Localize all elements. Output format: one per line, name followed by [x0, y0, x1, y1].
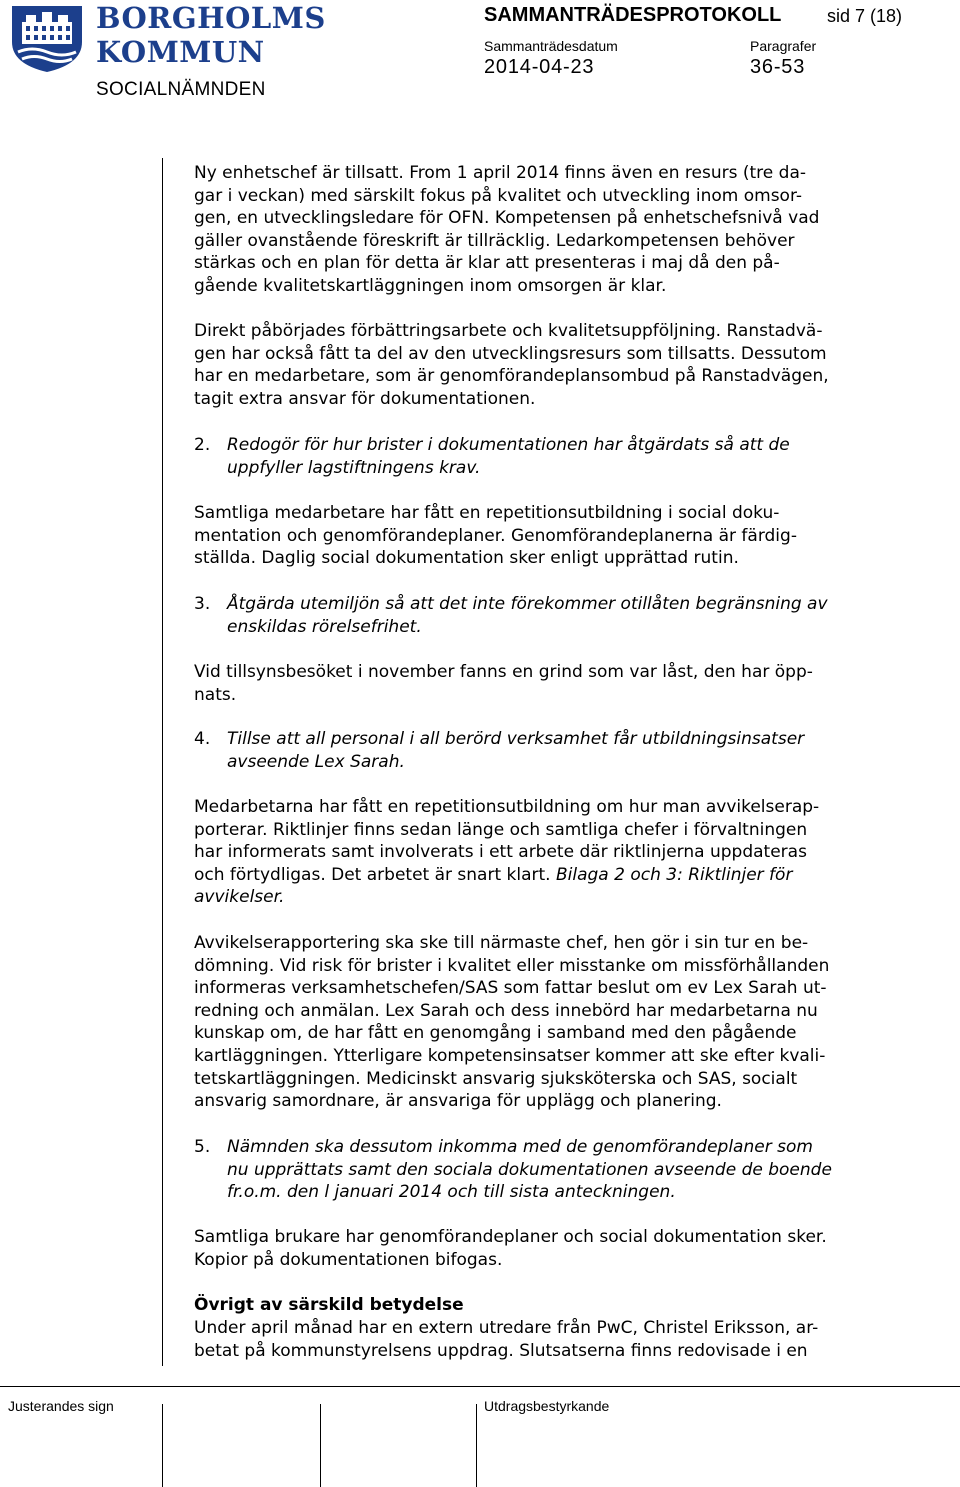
- page-number: sid 7 (18): [827, 6, 903, 26]
- paragraphs-label: Paragrafer: [750, 38, 817, 54]
- list-item-5: 5. Nämnden ska dessutom inkomma med de genomförandeplaner som nu upprättats samt den sociala dokumentationen avseende de boende fr.o.m. den l januari 2014 och till sista anteckningen.: [194, 1137, 832, 1203]
- document-type: SAMMANTRÄDESPROTOKOLL: [484, 4, 782, 26]
- org-name-line2: KOMMUN: [96, 35, 265, 69]
- paragraph-avvikelserapportering: Avvikelserapportering ska ske till närmaste chef, hen gör i sin tur en be- dömning. Vid risk för brister i kvalitet eller misstanke om missförhållanden informeras verksamhetschefen/SAS som fattar beslut om ev Lex Sarah ut- redning och anmälan. Lex Sarah och dess innebörd har medarbetarna nu kunskap om, de har fått en genomgång i samband med den pågående kartläggningen. Ytterligare kompetensinsatser kommer att ske efter kvali- tetskartläggningen. Medicinskt ansvarig sjuksköterska och SAS, socialt ansvarig samordnare, är ansvariga för upplägg och planering.: [194, 933, 830, 1112]
- footer-rule: [0, 1386, 960, 1387]
- left-margin-rule: [162, 158, 163, 1366]
- paragraph-tillsynsbesok: Vid tillsynsbesöket i november fanns en grind som var låst, den har öpp- nats.: [194, 662, 813, 705]
- utdragsbestyrkande-label: Utdragsbestyrkande: [484, 1398, 610, 1414]
- meeting-date-value: 2014-04-23: [484, 56, 595, 78]
- paragraph-brukare: Samtliga brukare har genomförandeplaner och social dokumentation sker. Kopior på dokumentationen bifogas.: [194, 1227, 827, 1270]
- paragraph-medarbetarna: Medarbetarna har fått en repetitionsutbildning om hur man avvikelserap- porterar. Riktlinjer finns sedan länge och samtliga chefer i förvaltningen har informerats samt involverats i ett arbete där riktlinjerna uppdateras och förtydligas. Det arbetet är snart klart. Bilaga 2 och 3: Riktlinjer för avvikelser.: [194, 797, 820, 908]
- paragraph-ovrigt: Under april månad har en extern utredare från PwC, Christel Eriksson, ar- betat på kommunstyrelsens uppdrag. Slutsatserna finns redovisade i en: [194, 1318, 819, 1361]
- paragraph-forbattringsarbete: Direkt påbörjades förbättringsarbete och kvalitetsuppföljning. Ranstadvä- gen har också fått ta del av den utvecklingsresurs som tillsatts. Dessutom har en medarbetare, som är genomförandeplansombud på Ranstadvägen, tagit extra ansvar för dokumentationen.: [194, 321, 829, 409]
- list-item-3: 3. Åtgärda utemiljön så att det inte förekommer otillåten begränsning av enskildas rörelsefrihet.: [194, 594, 828, 637]
- justerandes-sign-label: Justerandes sign: [8, 1398, 114, 1414]
- municipal-crest-logo: [8, 2, 86, 74]
- signature-box-divider-2: [320, 1404, 321, 1487]
- paragraph-repetitionsutbildning: Samtliga medarbetare har fått en repetitionsutbildning i social doku- mentation och genomförandeplaner. Genomförandeplanerna är färdig- ställda. Daglig social dokumentation sker enligt upprättad rutin.: [194, 503, 797, 569]
- meeting-date-label: Sammanträdesdatum: [484, 38, 618, 54]
- list-item-4: 4. Tillse att all personal i all berörd verksamhet får utbildningsinsatser avseende Lex Sarah.: [194, 729, 805, 772]
- org-name-line1: BORGHOLMS: [96, 1, 326, 35]
- list-item-2: 2. Redogör för hur brister i dokumentationen har åtgärdats så att de uppfyller lagstiftningens krav.: [194, 435, 790, 478]
- paragraph-enhetschef: Ny enhetschef är tillsatt. From 1 april 2014 finns även en resurs (tre da- gar i veckan) med särskilt fokus på kvalitet och utveckling inom omsor- gen, en utvecklingsledare för OFN. Kompetensen på enhetschefsnivå vad gäller ovanstående föreskrift är tillräcklig. Ledarkompetensen behöver stärkas och en plan för detta är klar att presenteras i maj då den på- gående kvalitetskartläggningen inom omsorgen är klar.: [194, 163, 820, 296]
- appendix-reference: Bilaga 2 och 3: Riktlinjer för: [555, 864, 793, 885]
- signature-box-divider-1: [162, 1404, 163, 1487]
- paragraphs-value: 36-53: [750, 56, 806, 78]
- signature-box-divider-3: [476, 1404, 477, 1487]
- section-heading: Övrigt av särskild betydelse: [194, 1295, 464, 1315]
- department-name: SOCIALNÄMNDEN: [96, 79, 266, 100]
